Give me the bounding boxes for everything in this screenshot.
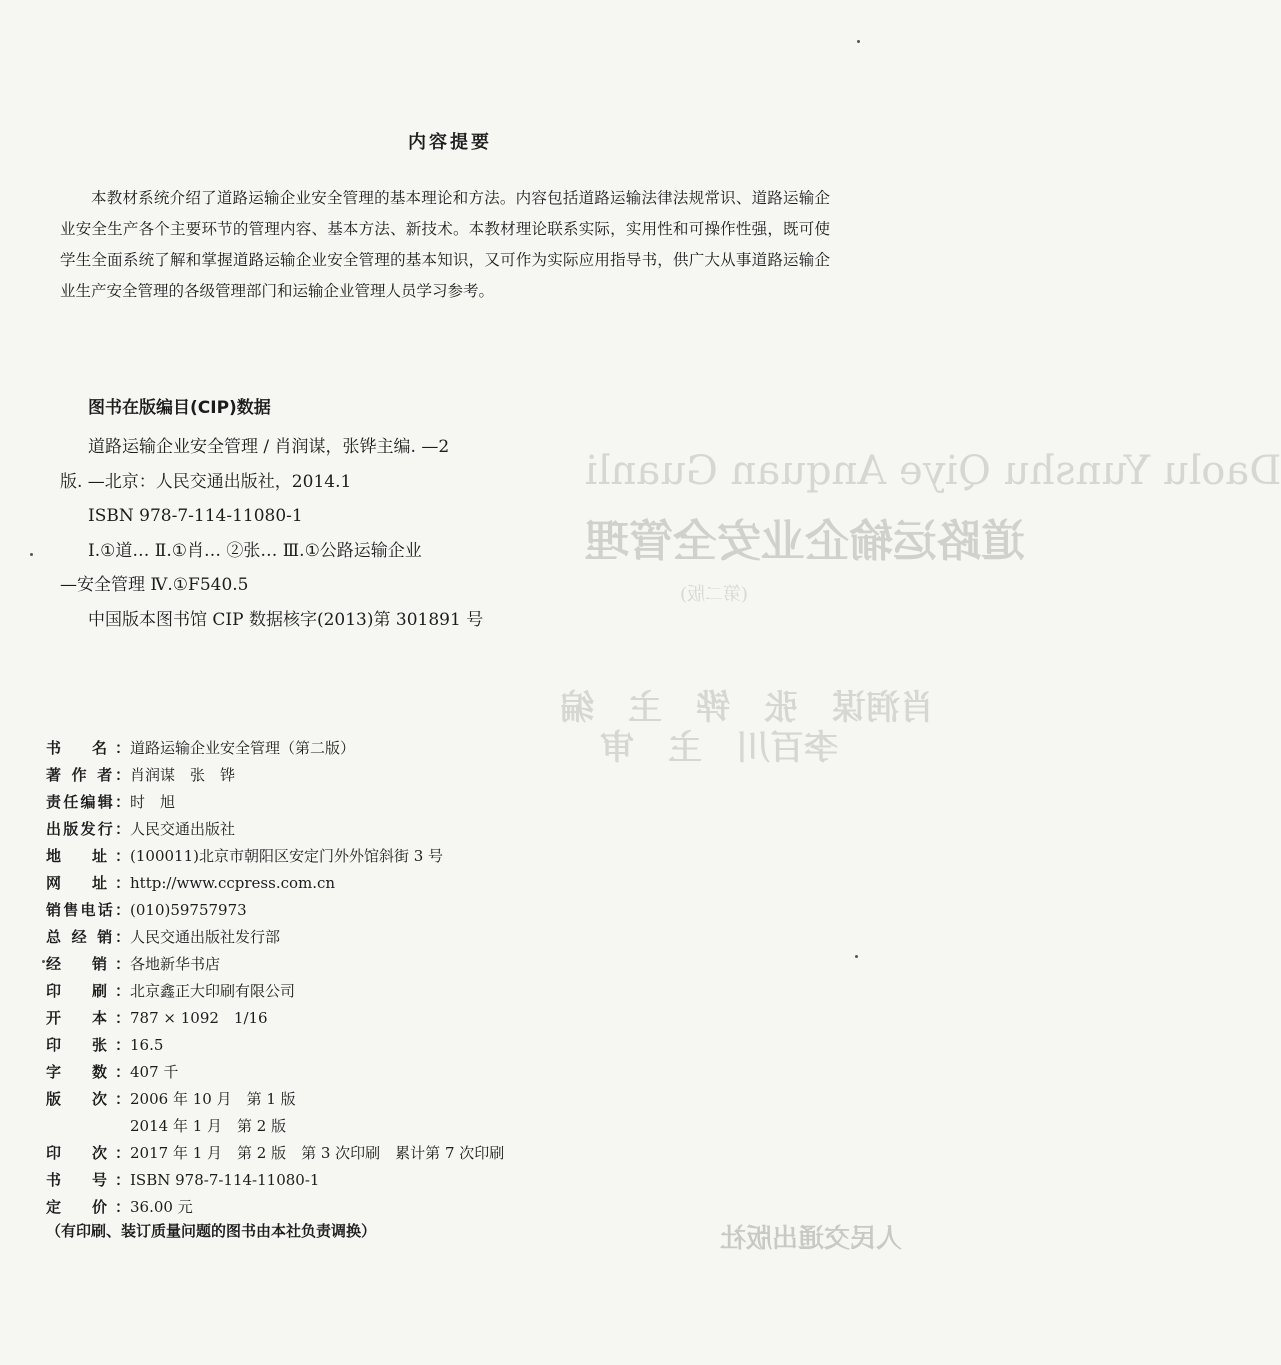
info-row-web xyxy=(46,870,504,897)
info-value: 时 旭 xyxy=(130,793,176,811)
show-through-publisher: 人民交通出版社 xyxy=(720,1224,903,1254)
info-label: 书 名： xyxy=(46,739,130,757)
cip-line-2: 版. —北京：人民交通出版社，2014.1 xyxy=(60,471,352,492)
info-value: 人民交通出版社 xyxy=(130,820,236,838)
info-row-title xyxy=(46,735,504,762)
info-label: 书 号： xyxy=(46,1171,130,1189)
info-label: 地 址： xyxy=(46,847,130,865)
cip-line-4: Ⅰ.①道… Ⅱ.①肖… ②张… Ⅲ.①公路运输企业 xyxy=(88,540,422,561)
info-row-retail xyxy=(46,951,504,978)
info-row-printing xyxy=(46,1140,504,1167)
info-value: 36.00 元 xyxy=(130,1198,193,1216)
info-label: 总 经 销： xyxy=(46,928,130,946)
info-label: 网 址： xyxy=(46,874,130,892)
show-through-reviewer: 李百川 主 审 xyxy=(600,728,838,768)
info-row-edition-2 xyxy=(46,1113,504,1140)
info-value: 2017 年 1 月 第 2 版 第 3 次印刷 累计第 7 次印刷 xyxy=(130,1144,505,1162)
scan-speck xyxy=(42,960,45,963)
cip-line-6: 中国版本图书馆 CIP 数据核字(2013)第 301891 号 xyxy=(88,609,484,630)
info-value: http://www.ccpress.com.cn xyxy=(130,874,336,892)
abstract-text: 本教材系统介绍了道路运输企业安全管理的基本理论和方法。内容包括道路运输法律法规常识、道路运输企业安全生产各个主要环节的管理内容、基本方法、新技术。本教材理论联系实际，实用性和可操作性强，既可使学生全面系统了解和掌握道路运输企业安全管理的基本知识，又可作为实际应用指导书，供广大从事道路运输企业生产安全管理的各级管理部门和运输企业管理人员学习参考。 xyxy=(60,189,830,300)
info-row-edition xyxy=(46,1086,504,1113)
info-label: 字 数： xyxy=(46,1063,130,1081)
info-label: 开 本： xyxy=(46,1009,130,1027)
info-label: 定 价： xyxy=(46,1198,130,1216)
scan-speck xyxy=(857,40,860,43)
info-value: 16.5 xyxy=(130,1036,164,1054)
cip-title: 图书在版编目(CIP)数据 xyxy=(88,398,271,418)
info-value: 各地新华书店 xyxy=(130,955,221,973)
info-value: 北京鑫正大印刷有限公司 xyxy=(130,982,296,1000)
info-label: 印 次： xyxy=(46,1144,130,1162)
info-label: 版 次： xyxy=(46,1090,130,1108)
info-row-sheets xyxy=(46,1032,504,1059)
quality-note: （有印刷、装订质量问题的图书由本社负责调换） xyxy=(46,1222,377,1240)
info-label: 出版发行： xyxy=(46,820,130,838)
info-value: 2014 年 1 月 第 2 版 xyxy=(130,1117,287,1135)
info-value: (010)59757973 xyxy=(130,901,247,919)
info-label: 销售电话： xyxy=(46,901,130,919)
cip-line-3: ISBN 978-7-114-11080-1 xyxy=(88,506,303,526)
info-value: 2006 年 10 月 第 1 版 xyxy=(130,1090,296,1108)
scan-speck xyxy=(855,955,858,958)
info-row-author xyxy=(46,762,504,789)
info-value: 407 千 xyxy=(130,1063,179,1081)
cip-line-5: —安全管理 Ⅳ.①F540.5 xyxy=(60,575,249,595)
info-value: 道路运输企业安全管理（第二版） xyxy=(130,739,356,757)
cip-block xyxy=(60,430,540,637)
info-row-format xyxy=(46,1005,504,1032)
info-label: 印 刷： xyxy=(46,982,130,1000)
info-value: (100011)北京市朝阳区安定门外外馆斜街 3 号 xyxy=(130,847,444,865)
info-row-words xyxy=(46,1059,504,1086)
info-value: 人民交通出版社发行部 xyxy=(130,928,281,946)
cip-line-1: 道路运输企业安全管理 / 肖润谋，张铧主编. —2 xyxy=(88,437,450,457)
show-through-latin-title: Daolu Yunshu Qiye Anquan Guanli xyxy=(585,448,1281,494)
scan-speck xyxy=(30,553,33,556)
info-row-isbn xyxy=(46,1167,504,1194)
info-value: ISBN 978-7-114-11080-1 xyxy=(130,1171,320,1189)
info-value: 肖润谋 张 铧 xyxy=(130,766,236,784)
info-row-publisher xyxy=(46,816,504,843)
info-row-editor xyxy=(46,789,504,816)
show-through-title: 道路运输企业安全管理 xyxy=(585,516,1025,567)
abstract-heading: 内容提要 xyxy=(408,132,492,153)
info-label: 著 作 者： xyxy=(46,766,130,784)
show-through-edition: (第二版) xyxy=(680,584,749,605)
info-row-price xyxy=(46,1194,504,1221)
info-row-distributor xyxy=(46,924,504,951)
info-row-printer xyxy=(46,978,504,1005)
info-row-address xyxy=(46,843,504,870)
publication-info xyxy=(46,735,504,1221)
info-value: 787 × 1092 1/16 xyxy=(130,1009,268,1027)
info-label: 印 张： xyxy=(46,1036,130,1054)
info-row-phone xyxy=(46,897,504,924)
show-through-authors: 肖润谋 张 铧 主 编 xyxy=(560,688,934,728)
info-label: 责任编辑： xyxy=(46,793,130,811)
info-label: 经 销： xyxy=(46,955,130,973)
